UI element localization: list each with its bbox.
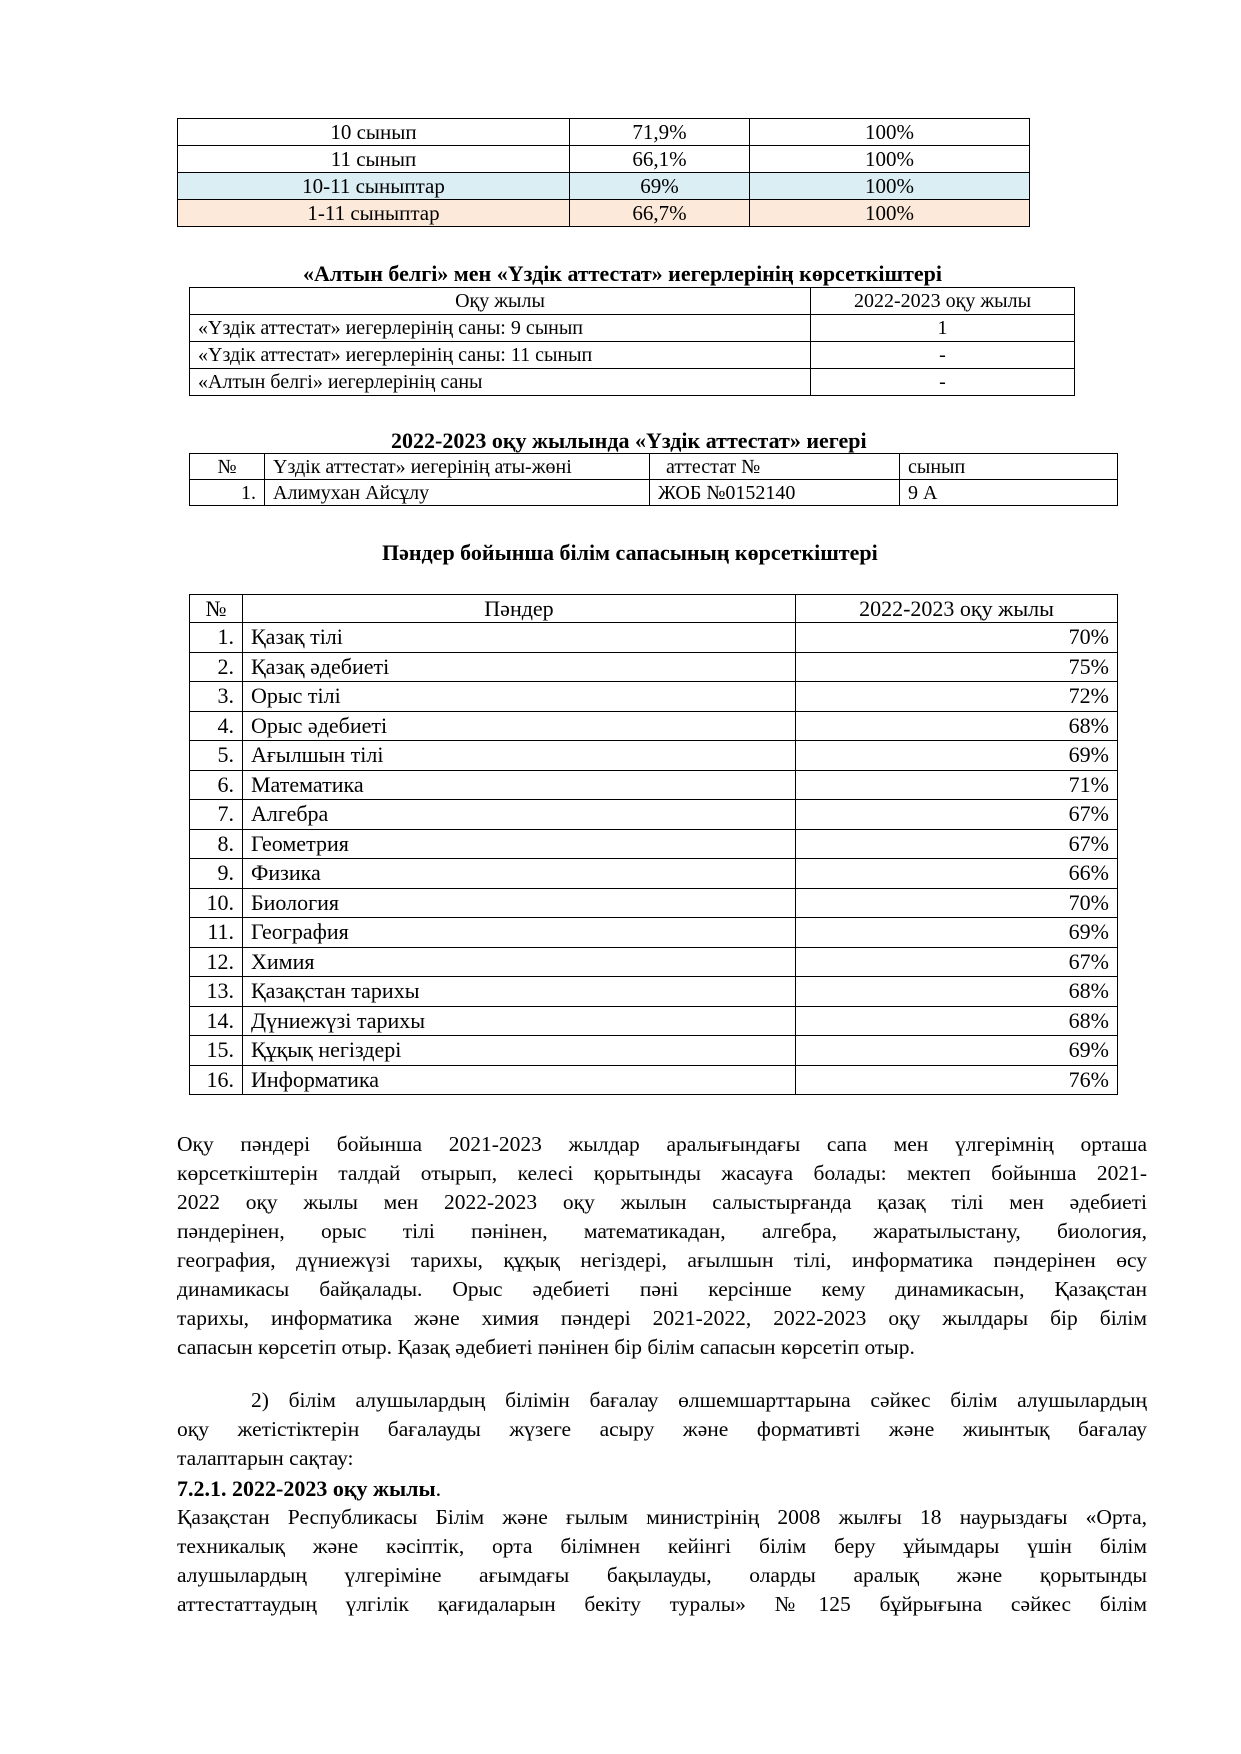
quality-cell: 66,7% [570,200,750,227]
number-cell: 7. [190,800,243,830]
header-cell: сынып [900,454,1118,480]
value-cell: 67% [796,947,1118,977]
subject-cell: Физика [243,859,796,889]
heading-text: 7.2.1. 2022-2023 оқу жылы [177,1476,436,1501]
name-cell: Алимухан Айсұлу [265,480,650,506]
gold-table [189,287,1075,396]
table-row [190,315,1075,342]
progress-cell: 100% [750,146,1030,173]
section-heading [177,1474,441,1503]
table-header-row [190,595,1118,623]
class-cell: 1-11 сыныптар [178,200,570,227]
class-cell: 10-11 сыныптар [178,173,570,200]
number-cell: 1. [190,623,243,653]
subject-cell: Химия [243,947,796,977]
table-row [190,711,1118,741]
value-cell: 72% [796,682,1118,712]
number-cell: 16. [190,1065,243,1095]
subject-cell: Алгебра [243,800,796,830]
number-cell: 2. [190,652,243,682]
value-cell: 69% [796,741,1118,771]
header-cell: 2022-2023 оқу жылы [796,595,1118,623]
item2-paragraph [177,1386,1147,1473]
value-cell: 71% [796,770,1118,800]
subject-cell: Математика [243,770,796,800]
subject-cell: Қазақ тілі [243,623,796,653]
certificate-cell: ЖОБ №0152140 [650,480,900,506]
subject-cell: Дүниежүзі тарихы [243,1006,796,1036]
number-cell: 1. [190,480,265,506]
table-row [190,342,1075,369]
value-cell: 76% [796,1065,1118,1095]
table-row [190,859,1118,889]
number-cell: 6. [190,770,243,800]
table-row [190,1036,1118,1066]
value-cell: - [811,369,1075,396]
summary-table [177,118,1030,227]
value-cell: 68% [796,977,1118,1007]
table-row [190,623,1118,653]
paragraph-line: техникалық және кәсіптік, орта білімнен кейінгі білім беру ұйымдары үшін білім [177,1534,1147,1558]
holder-table [189,453,1118,506]
table-row [190,1006,1118,1036]
paragraph-line: Қазақстан Республикасы Білім және ғылым министрінің 2008 жылғы 18 наурыздағы «Орта, [177,1505,1147,1529]
heading-suffix: . [435,1476,442,1501]
paragraph-line: динамикасы байқалады. Орыс әдебиеті пәні керсінше кему динамикасын, Қазақстан [177,1277,1147,1301]
number-cell: 10. [190,888,243,918]
table-row [190,800,1118,830]
header-cell: аттестат № [650,454,900,480]
subject-cell: Биология [243,888,796,918]
value-cell: 70% [796,623,1118,653]
header-cell: Оқу жылы [190,288,811,315]
number-cell: 14. [190,1006,243,1036]
table-row [178,173,1030,200]
paragraph-line: Оқу пәндері бойынша 2021-2023 жылдар аралығындағы сапа мен үлгерімнің орташа [177,1132,1147,1156]
class-cell: 9 А [900,480,1118,506]
paragraph-line: сапасын көрсетіп отыр. Қазақ әдебиеті пәнінен бір білім сапасын көрсетіп отыр. [177,1335,915,1359]
subjects-section-title: Пәндер бойынша білім сапасының көрсеткіштері [382,540,878,565]
number-cell: 12. [190,947,243,977]
table-row [190,947,1118,977]
table-row [190,977,1118,1007]
subject-cell: Информатика [243,1065,796,1095]
number-cell: 5. [190,741,243,771]
progress-cell: 100% [750,119,1030,146]
header-cell: № [190,454,265,480]
number-cell: 11. [190,918,243,948]
subject-cell: Орыс тілі [243,682,796,712]
number-cell: 8. [190,829,243,859]
quality-cell: 71,9% [570,119,750,146]
number-cell: 9. [190,859,243,889]
paragraph-line: оқу жетістіктерін бағалауды жүзеге асыру және формативті және жиынтық бағалау [177,1417,1147,1441]
table-row [190,369,1075,396]
indicator-cell: «Үздік аттестат» иегерлерінің саны: 11 сынып [190,342,811,369]
class-cell: 11 сынып [178,146,570,173]
subject-cell: Геометрия [243,829,796,859]
number-cell: 4. [190,711,243,741]
paragraph-line: география, дүниежүзі тарихы, құқық негіздері, ағылшын тілі, информатика пәндерінен өсу [177,1248,1147,1272]
number-cell: 15. [190,1036,243,1066]
table-row [178,119,1030,146]
value-cell: 70% [796,888,1118,918]
header-cell: Пәндер [243,595,796,623]
subject-cell: География [243,918,796,948]
class-cell: 10 сынып [178,119,570,146]
table-row [190,1065,1118,1095]
table-row [190,741,1118,771]
paragraph-line: тарихы, информатика және химия пәндері 2021-2022, 2022-2023 оқу жылдары бір білім [177,1306,1147,1330]
progress-cell: 100% [750,200,1030,227]
gold-section-title: «Алтын белгі» мен «Үздік аттестат» иегерлерінің көрсеткіштері [303,261,942,286]
holder-section-title: 2022-2023 оқу жылында «Үздік аттестат» иегері [391,428,867,453]
paragraph-line: аттестаттаудың үлгілік қағидаларын бекіту туралы» №125 бұйрығына сәйкес білім [177,1592,1147,1616]
value-cell: 67% [796,829,1118,859]
quality-cell: 69% [570,173,750,200]
header-cell: Үздік аттестат» иегерінің аты-жөні [265,454,650,480]
table-row [190,829,1118,859]
final-paragraph [177,1503,1147,1619]
table-row [190,918,1118,948]
paragraph-line: пәндерінен, орыс тілі пәнінен, математикадан, алгебра, жаратылыстану, биология, [177,1219,1147,1243]
table-header-row [190,288,1075,315]
paragraph-line: көрсеткіштерін талдай отырып, келесі қорытынды жасауға болады: мектеп бойынша 2021- [177,1161,1147,1185]
value-cell: 67% [796,800,1118,830]
table-row [178,146,1030,173]
subject-cell: Қазақстан тарихы [243,977,796,1007]
table-row [190,888,1118,918]
analysis-paragraph [177,1130,1147,1362]
value-cell: 1 [811,315,1075,342]
value-cell: 66% [796,859,1118,889]
table-row [190,652,1118,682]
paragraph-line: алушылардың үлгеріміне ағымдағы бақылауды, оларды аралық және қорытынды [177,1563,1147,1587]
value-cell: - [811,342,1075,369]
number-cell: 3. [190,682,243,712]
subjects-table [189,594,1118,1095]
value-cell: 68% [796,1006,1118,1036]
value-cell: 69% [796,1036,1118,1066]
subject-cell: Орыс әдебиеті [243,711,796,741]
paragraph-line: 2022 оқу жылы мен 2022-2023 оқу жылын салыстырғанда қазақ тілі мен әдебиеті [177,1190,1147,1214]
number-cell: 13. [190,977,243,1007]
indicator-cell: «Алтын белгі» иегерлерінің саны [190,369,811,396]
paragraph-line: талаптарын сақтау: [177,1446,354,1470]
table-row [190,770,1118,800]
value-cell: 68% [796,711,1118,741]
table-row [178,200,1030,227]
header-cell: № [190,595,243,623]
quality-cell: 66,1% [570,146,750,173]
value-cell: 75% [796,652,1118,682]
value-cell: 69% [796,918,1118,948]
subject-cell: Құқық негіздері [243,1036,796,1066]
paragraph-line: 2) білім алушылардың білімін бағалау өлшемшарттарына сәйкес білім алушылардың [251,1388,1147,1412]
table-row [190,682,1118,712]
subject-cell: Қазақ әдебиеті [243,652,796,682]
progress-cell: 100% [750,173,1030,200]
subject-cell: Ағылшын тілі [243,741,796,771]
table-row [190,480,1118,506]
table-header-row [190,454,1118,480]
indicator-cell: «Үздік аттестат» иегерлерінің саны: 9 сынып [190,315,811,342]
header-cell: 2022-2023 оқу жылы [811,288,1075,315]
